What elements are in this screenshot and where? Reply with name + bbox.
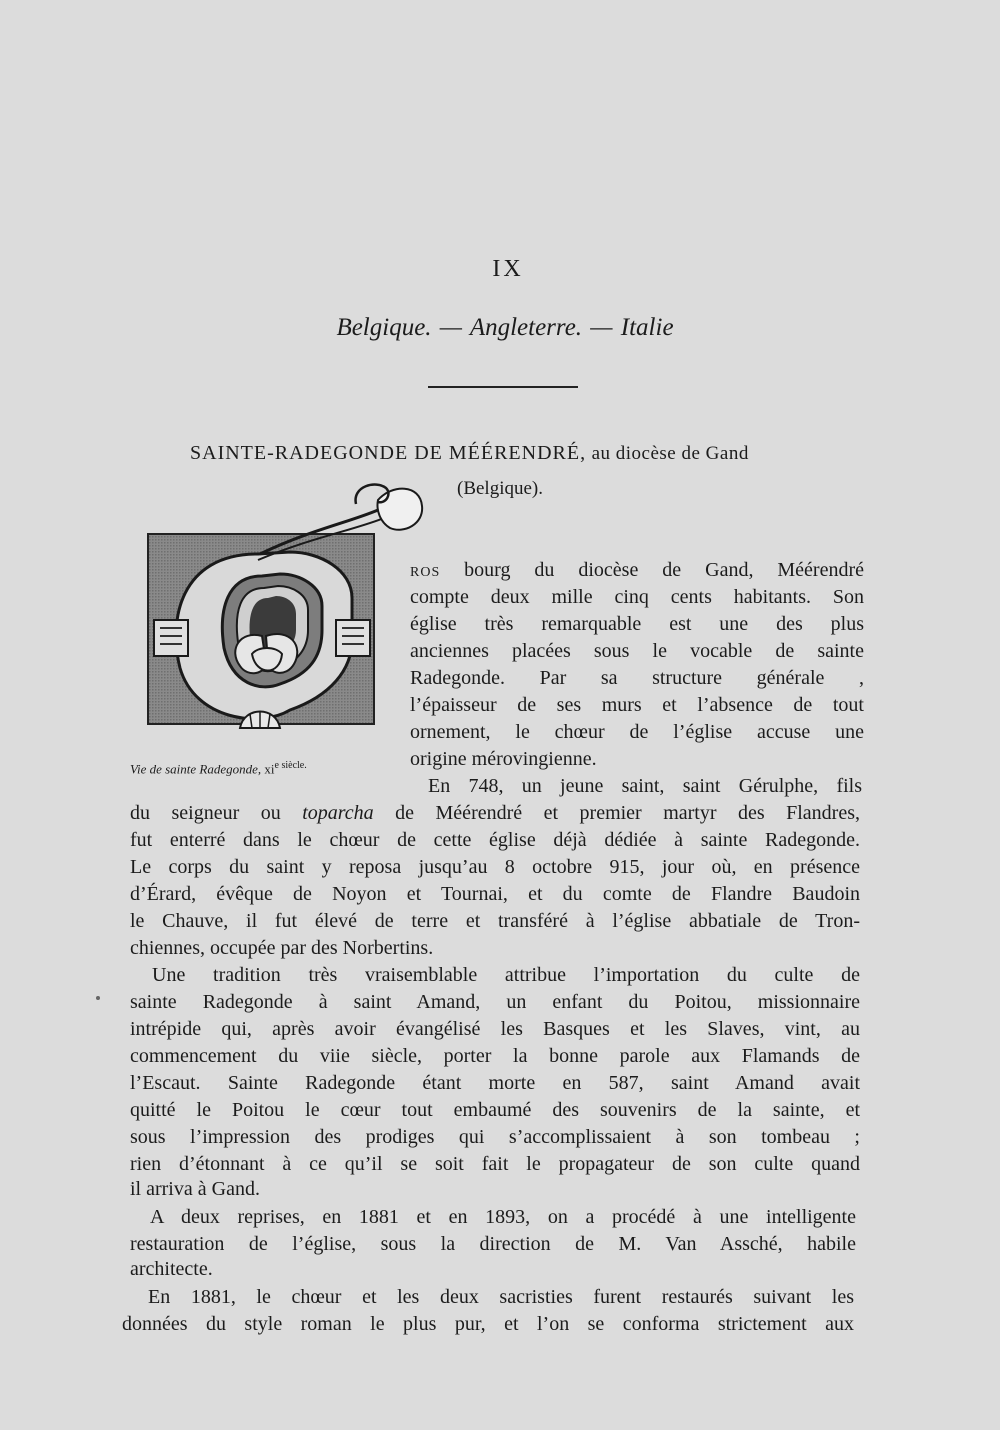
p1-line-2: compte deux mille cinq cents habitants. Son — [410, 586, 864, 608]
p3-line-9: il arriva à Gand. — [130, 1178, 260, 1200]
p2-line-5: d’Érard, évêque de Noyon et Tournai, et du comte de Flandre Baudoin — [130, 883, 860, 905]
p2-line-6: le Chauve, il fut élevé de terre et transféré à l’église abbatiale de Tron- — [130, 910, 860, 932]
p1-line-7: ornement, le chœur de l’église accuse une — [410, 721, 864, 743]
p3-line-7: sous l’impression des prodiges qui s’accomplissaient à son tombeau ; — [130, 1126, 860, 1148]
p2-line-2-italic: toparcha — [302, 802, 374, 824]
p2-line-2b: de Méérendré et premier martyr des Flandres, — [395, 802, 860, 824]
p2-line-4: Le corps du saint y reposa jusqu’au 8 octobre 915, jour où, en présence — [130, 856, 860, 878]
p1-line-6: l’épaisseur de ses murs et l’absence de tout — [410, 694, 864, 716]
p4-line-3: architecte. — [130, 1258, 213, 1280]
section-heading-caps: SAINTE-RADEGONDE DE MÉÉRENDRÉ, — [190, 442, 587, 464]
p4-line-1: A deux reprises, en 1881 et en 1893, on a procédé à une intelligente — [150, 1206, 856, 1228]
p1-line-3: église très remarquable est une des plus — [410, 613, 864, 635]
p3-line-2: sainte Radegonde à saint Amand, un enfant du Poitou, missionnaire — [130, 991, 860, 1013]
p1-line-4: anciennes placées sous le vocable de sainte — [410, 640, 864, 662]
section-heading-line2: (Belgique). — [457, 478, 544, 499]
p2-line-1: En 748, un jeune saint, saint Gérulphe, fils — [428, 775, 862, 797]
p2-line-2a: du seigneur ou — [130, 802, 281, 824]
chapter-number: IX — [492, 256, 524, 282]
section-heading — [190, 442, 749, 465]
ornate-initial-G-icon — [140, 470, 430, 750]
drop-word: ROS — [410, 565, 441, 580]
p1-line-8: origine mérovingienne. — [410, 748, 597, 770]
p2-line-3: fut enterré dans le chœur de cette église déjà dédiée à sainte Radegonde. — [130, 829, 860, 851]
illustration-caption — [130, 760, 307, 777]
print-speck — [96, 996, 100, 1000]
p3-line-4: commencement du viie siècle, porter la bonne parole aux Flamands de — [130, 1045, 860, 1067]
p1-line-5: Radegonde. Par sa structure générale , — [410, 667, 864, 689]
caption-italic: Vie de sainte Radegonde, — [130, 761, 262, 777]
p3-line-1: Une tradition très vraisemblable attribue l’importation du culte de — [152, 964, 860, 986]
p4-line-2: restauration de l’église, sous la direction de M. Van Assché, habile — [130, 1233, 856, 1255]
p3-line-3: intrépide qui, après avoir évangélisé les Basques et les Slaves, vint, au — [130, 1018, 860, 1040]
divider-rule — [428, 386, 578, 388]
p2-line-7: chiennes, occupée par des Norbertins. — [130, 937, 434, 959]
p3-line-8: rien d’étonnant à ce qu’il se soit fait le propagateur de son culte quand — [130, 1153, 860, 1175]
p1-line-1-text: bourg du diocèse de Gand, Méérendré — [440, 559, 864, 581]
caption-end: e siècle. — [274, 760, 307, 771]
section-heading-rest: au diocèse de Gand — [591, 443, 749, 464]
p5-line-1: En 1881, le chœur et les deux sacristies furent restaurés suivant les — [148, 1286, 854, 1308]
p2-line-2 — [130, 803, 860, 823]
caption-century: xi — [264, 761, 275, 777]
p3-line-6: quitté le Poitou le cœur tout embaumé des souvenirs de la sainte, et — [130, 1099, 860, 1121]
chapter-title: Belgique. — Angleterre. — Italie — [336, 314, 674, 341]
p3-line-5: l’Escaut. Sainte Radegonde étant morte en 587, saint Amand avait — [130, 1072, 860, 1094]
p1-line-1 — [410, 560, 864, 580]
p5-line-2: données du style roman le plus pur, et l’on se conforma strictement aux — [122, 1313, 854, 1335]
